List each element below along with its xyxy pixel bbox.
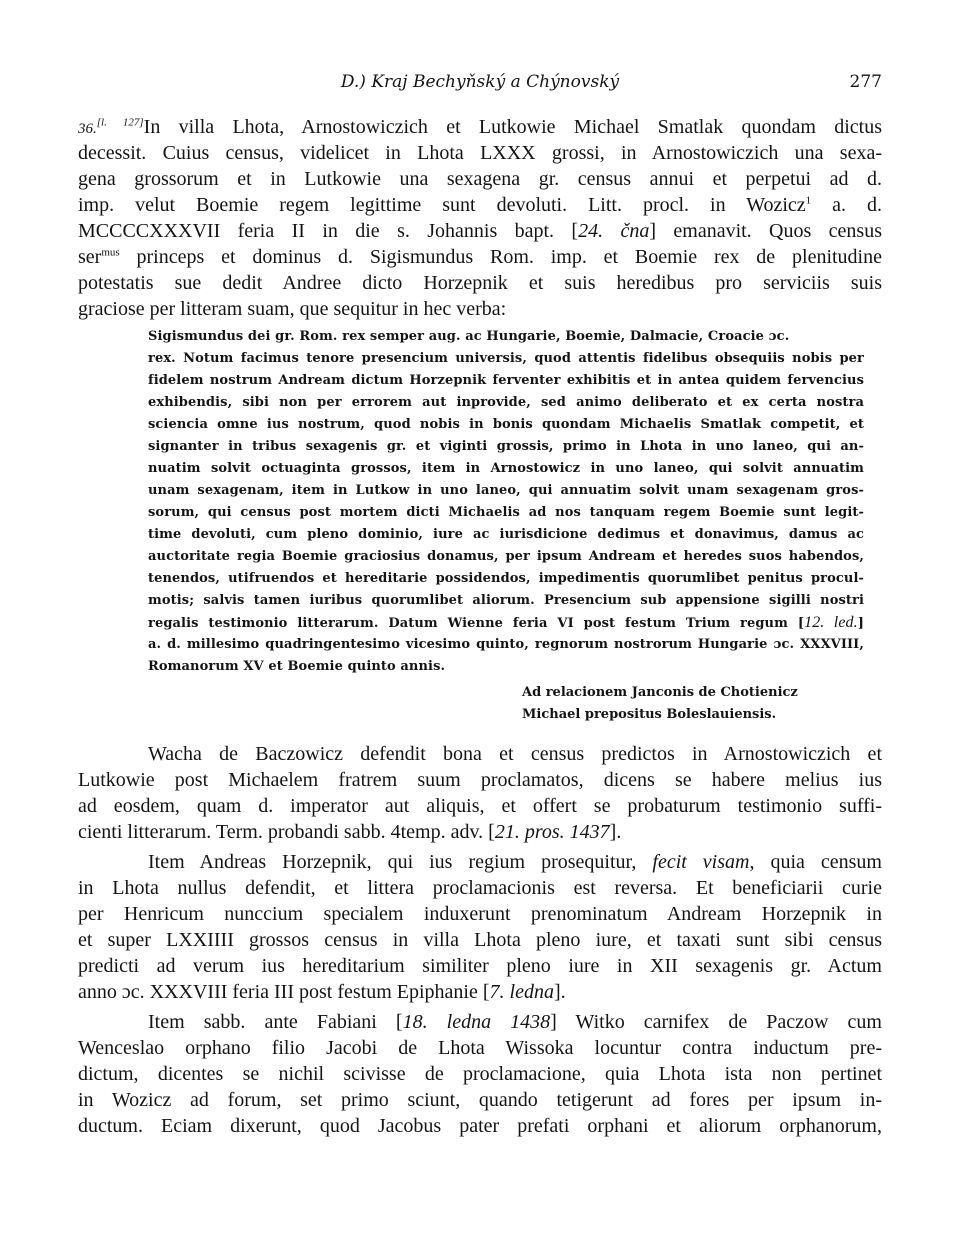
- paragraph-line: in Lhota nullus defendit, et littera proclamacionis est reversa. Et beneficiarii curie: [78, 877, 882, 899]
- paragraph-line: Item Andreas Horzepnik, qui ius regium prosequitur, fecit visam, quia censum: [148, 851, 882, 873]
- paragraph-line: et super LXXIIII grossos census in villa Lhota pleno iure, et taxati sunt sibi census: [78, 929, 882, 951]
- charter-line: exhibendis, sibi non per errorem aut inprovide, sed animo deliberato et ex certa nostra: [148, 395, 864, 410]
- italic-phrase: fecit visam: [652, 851, 750, 873]
- paragraph-line: cienti litterarum. Term. probandi sabb. 4temp. adv. [21. pros. 1437].: [78, 821, 622, 843]
- entry-line: imp. velut Boemie regem legittime sunt devoluti. Litt. procl. in Wozicz$^1$ a. d.: [78, 194, 882, 216]
- date-reference: 24. čna: [578, 220, 650, 242]
- footnote-mark: 1: [805, 194, 812, 207]
- entry-number: 36.: [78, 121, 97, 137]
- charter-subscription: Michael prepositus Boleslauiensis.: [522, 707, 777, 722]
- page-number: 277: [849, 72, 882, 92]
- charter-line: rex. Notum facimus tenore presencium universis, quod attentis fidelibus obsequiis nobis per: [148, 351, 864, 366]
- running-head: [78, 72, 882, 96]
- charter-line: signanter in tribus sexagenis gr. et viginti grossis, primo in Lhota in uno laneo, qui an-: [148, 439, 864, 454]
- paragraph-line: Wacha de Baczowicz defendit bona et census predictos in Arnostowiczich et: [148, 743, 882, 765]
- charter-line: tenendos, utifruendos et hereditarie possidendos, impedimentis quorumlibet penitus procul-: [148, 571, 864, 586]
- charter-line: fidelem nostrum Andream dictum Horzepnik ferventer exhibitis et in antea quidem fervencius: [148, 373, 864, 388]
- charter-line: Sigismundus dei gr. Rom. rex semper aug. ac Hungarie, Boemie, Dalmacie, Croacie ɔc.: [148, 329, 790, 344]
- charter-line: auctoritate regia Boemie graciosius donamus, per ipsum Andream et heredes suos habendos,: [148, 549, 864, 564]
- paragraph-line: Wenceslao orphano filio Jacobi de Lhota Wissoka locuntur contra inductum pre-: [78, 1037, 882, 1059]
- paragraph-line: ad eosdem, quam d. imperator aut aliquis, et offert se probaturum testimonio suffi-: [78, 795, 882, 817]
- date-reference: 12. led.: [804, 614, 858, 631]
- charter-line: Romanorum XV et Boemie quinto annis.: [148, 659, 446, 674]
- running-head-title: D.) Kraj Bechyňský a Chýnovský: [340, 72, 620, 92]
- paragraph-line: Item sabb. ante Fabiani [18. ledna 1438] Witko carnifex de Paczow cum: [148, 1011, 882, 1033]
- entry-line: 36.[l. 127]In villa Lhota, Arnostowiczich et Lutkowie Michael Smatlak quondam dictus: [78, 116, 882, 138]
- paragraph-line: anno ɔc. XXXVIII feria III post festum Epiphanie [7. ledna].: [78, 981, 566, 1003]
- charter-subscription: Ad relacionem Janconis de Chotienicz: [522, 685, 798, 700]
- charter-line: time devoluti, cum pleno dominio, iure ac iurisdicione dedimus et donavimus, damus ac: [148, 527, 864, 542]
- entry-line: gena grossorum et in Lutkowie una sexagena gr. census annui et perpetui ad d.: [78, 168, 882, 190]
- charter-line: sorum, qui census post mortem dicti Michaelis ad nos tanquam regem Boemie sunt legit-: [148, 505, 864, 520]
- charter-line: sciencia omne ius nostrum, quod nobis in bonis quondam Michaelis Smatlak competit, et: [148, 417, 864, 432]
- entry-line: decessit. Cuius census, videlicet in Lhota LXXX grossi, in Arnostowiczich una sexa-: [78, 142, 882, 164]
- paragraph-line: ductum. Eciam dixerunt, quod Jacobus pater prefati orphani et aliorum orphanorum,: [78, 1115, 882, 1137]
- entry-line: ser$^{mus}$ princeps et dominus d. Sigismundus Rom. imp. et Boemie rex de plenitudine: [78, 246, 882, 268]
- charter-line: regalis testimonio litterarum. Datum Wienne feria VI post festum Trium regum [12. led.]: [148, 614, 864, 631]
- paragraph-line: in Wozicz ad forum, set primo sciunt, quando tetigerunt ad fores per ipsum in-: [78, 1089, 882, 1111]
- charter-line: a. d. millesimo quadringentesimo vicesimo quinto, regnorum nostrorum Hungarie ɔc. XXXVIII,: [148, 637, 864, 652]
- entry-line: graciose per litteram suam, que sequitur in hec verba:: [78, 298, 507, 320]
- date-reference: 18. ledna 1438: [402, 1011, 551, 1033]
- charter-line: nuatim solvit octuaginta grossos, item in Arnostowicz in uno laneo, qui solvit annuatim: [148, 461, 864, 476]
- paragraph-line: predicti ad verum ius hereditarium similiter pleno iure in XII sexagenis gr. Actum: [78, 955, 882, 977]
- entry-line: potestatis sue dedit Andree dicto Horzepnik et suis heredibus pro serviciis suis: [78, 272, 882, 294]
- folio-reference: [l. 127]: [96, 116, 144, 129]
- date-reference: 7. ledna: [489, 981, 554, 1003]
- paragraph-line: Lutkowie post Michaelem fratrem suum proclamatos, dicens se habere melius ius: [78, 769, 882, 791]
- charter-line: motis; salvis tamen iuribus quorumlibet aliorum. Presencium sub appensione sigilli nostri: [148, 593, 864, 608]
- date-reference: 21. pros. 1437: [494, 821, 610, 843]
- paragraph-line: per Henricum nunccium specialem induxerunt prenominatum Andream Horzepnik in: [78, 903, 882, 925]
- entry-line: MCCCCXXXVII feria II in die s. Johannis bapt. [24. čna] emanavit. Quos census: [78, 220, 882, 242]
- charter-line: unam sexagenam, item in Lutkow in uno laneo, qui annuatim solvit unam sexagenam gros-: [148, 483, 864, 498]
- paragraph-line: dictum, dicentes se nichil scivisse de proclamacione, quia Lhota ista non pertinet: [78, 1063, 882, 1085]
